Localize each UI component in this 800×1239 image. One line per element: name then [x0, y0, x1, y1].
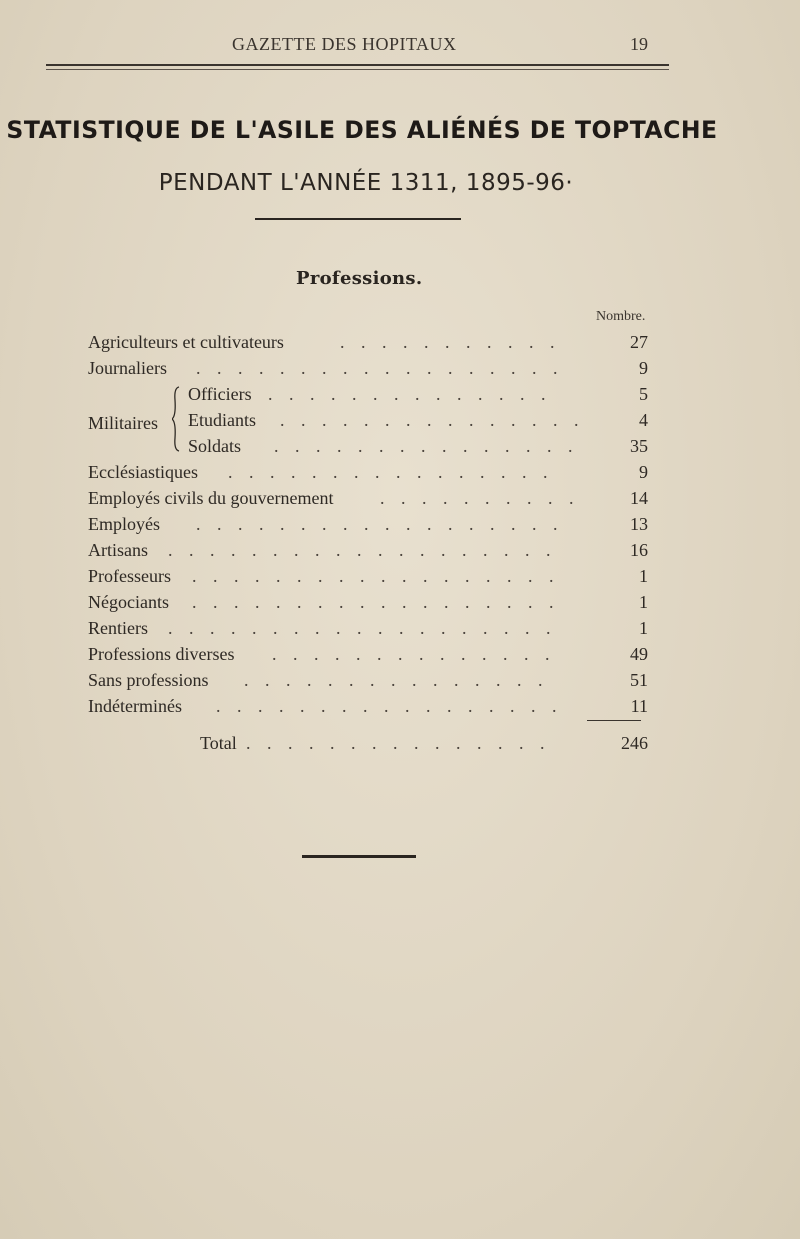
- row-label: Etudiants: [188, 410, 256, 430]
- leader-dots: . . . . . . . . . . .: [340, 332, 561, 352]
- row-value: 1: [639, 566, 648, 586]
- leader-dots: . . . . . . . . . . . . . . . .: [228, 462, 554, 482]
- column-header-count: Nombre.: [596, 309, 646, 324]
- row-value: 9: [639, 462, 648, 482]
- section-heading: Professions.: [296, 268, 423, 289]
- table-row: [88, 618, 648, 644]
- table-row: [88, 436, 648, 462]
- table-row: [88, 696, 648, 722]
- total-value: 246: [621, 733, 648, 753]
- row-label: Ecclésiastiques: [88, 462, 198, 482]
- row-label: Journaliers: [88, 358, 167, 378]
- total-row: [88, 733, 648, 759]
- row-value: 13: [630, 514, 648, 534]
- table-row: [88, 670, 648, 696]
- leader-dots: . . . . . . . . . . . . . .: [268, 384, 552, 404]
- running-head: [0, 34, 800, 58]
- table-row: [88, 540, 648, 566]
- row-value: 4: [639, 410, 648, 430]
- row-value: 35: [630, 436, 648, 456]
- leader-dots: . . . . . . . . . . . . . . .: [274, 436, 579, 456]
- row-label: Professeurs: [88, 566, 171, 586]
- leader-dots: . . . . . . . . . . . . . . . . . . .: [168, 540, 557, 560]
- row-label: Artisans: [88, 540, 148, 560]
- table-row: [88, 462, 648, 488]
- sub-title: PENDANT L'ANNÉE 1311, 1895-96·: [158, 170, 574, 196]
- end-rule: [302, 855, 416, 858]
- row-value: 14: [630, 488, 648, 508]
- row-label: Négociants: [88, 592, 169, 612]
- row-value: 5: [639, 384, 648, 404]
- leader-dots: . . . . . . . . . . . . . .: [272, 644, 556, 664]
- row-value: 11: [630, 696, 648, 716]
- leader-dots: . . . . . . . . . . . . . . . . . .: [192, 592, 560, 612]
- row-label: Officiers: [188, 384, 252, 404]
- row-value: 16: [630, 540, 648, 560]
- row-value: 51: [630, 670, 648, 690]
- row-label: Soldats: [188, 436, 242, 456]
- leader-dots: . . . . . . . . . . . . . . . . . .: [196, 358, 564, 378]
- leader-dots: . . . . . . . . . . . . . . .: [244, 670, 549, 690]
- row-label: Agriculteurs et cultivateurs: [88, 332, 284, 352]
- total-label: Total: [200, 733, 237, 753]
- row-value: 9: [639, 358, 648, 378]
- header-rule: [46, 64, 669, 66]
- page-number: 19: [630, 34, 648, 54]
- leader-dots: . . . . . . . . . . . . . . . . .: [216, 696, 563, 716]
- row-label: Employés: [88, 514, 160, 534]
- table-row: [88, 566, 648, 592]
- table-row: [88, 332, 648, 358]
- leader-dots: . . . . . . . . . .: [380, 488, 580, 508]
- row-label: Employés civils du gouvernement: [88, 488, 334, 508]
- table-row: [88, 358, 648, 384]
- row-value: 1: [639, 618, 648, 638]
- leader-dots: . . . . . . . . . . . . . . .: [280, 410, 585, 430]
- leader-dots: . . . . . . . . . . . . . . . . . .: [192, 566, 560, 586]
- leader-dots: . . . . . . . . . . . . . . .: [246, 733, 551, 753]
- table-row: [88, 592, 648, 618]
- table-row: [88, 384, 648, 410]
- title-rule: [255, 218, 461, 220]
- row-value: 27: [630, 332, 648, 352]
- row-label: Sans professions: [88, 670, 209, 690]
- table-row: [88, 488, 648, 514]
- sum-rule: [587, 720, 641, 721]
- table-row: [88, 514, 648, 540]
- leader-dots: . . . . . . . . . . . . . . . . . . .: [168, 618, 557, 638]
- table-row: [88, 644, 648, 670]
- table-row: [88, 410, 648, 436]
- leader-dots: . . . . . . . . . . . . . . . . . .: [196, 514, 564, 534]
- running-title: GAZETTE DES HOPITAUX: [232, 34, 457, 54]
- main-title: STATISTIQUE DE L'ASILE DES ALIÉNÉS DE TOPTACHE: [6, 116, 718, 144]
- row-value: 1: [639, 592, 648, 612]
- row-label: Professions diverses: [88, 644, 235, 664]
- header-rule-thin: [46, 69, 669, 70]
- row-label: Rentiers: [88, 618, 148, 638]
- group-label-militaires: Militaires: [88, 413, 158, 433]
- row-value: 49: [630, 644, 648, 664]
- row-label: Indéterminés: [88, 696, 182, 716]
